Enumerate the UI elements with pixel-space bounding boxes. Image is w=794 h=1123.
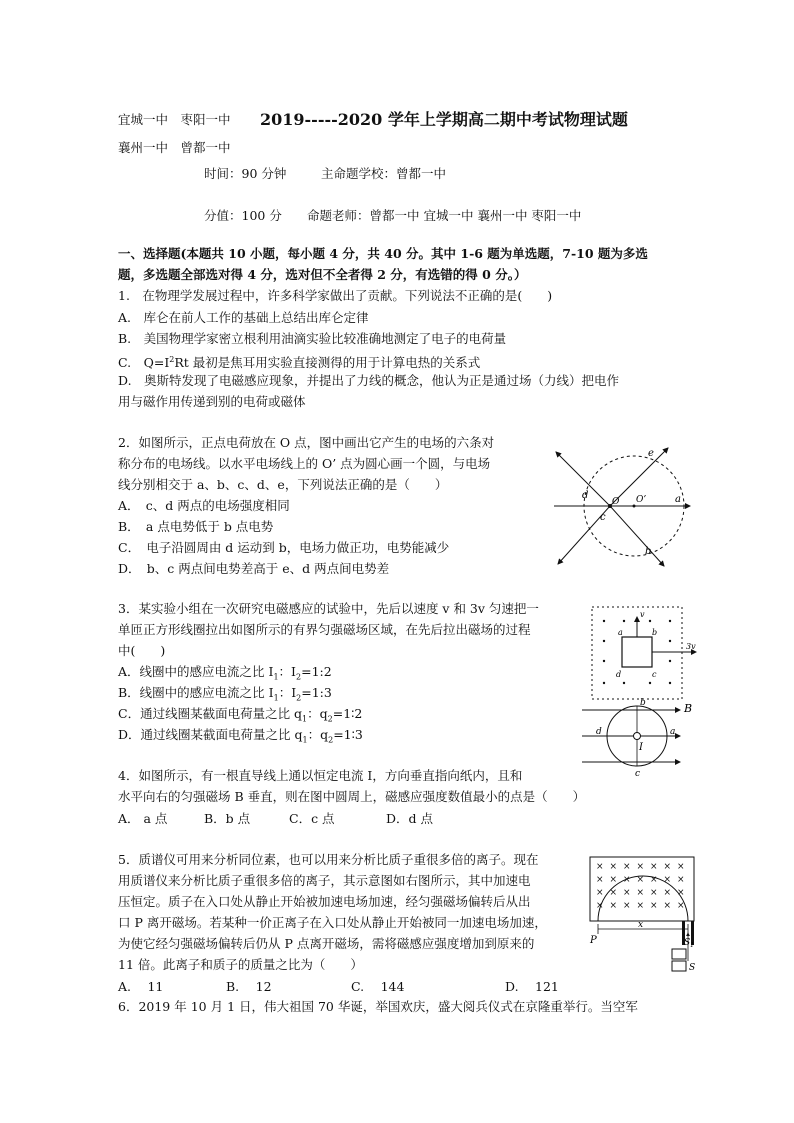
q4-label-c: c — [635, 769, 641, 778]
q3-option-c — [118, 705, 362, 729]
school-names-1: 宜城一中 枣阳一中 — [118, 112, 231, 127]
section-heading-2: 题，多选题全部选对得 4 分，选对但不全者得 2 分，有选错的得 0 分。） — [118, 267, 527, 282]
q5-stem-5: 为使它经匀强磁场偏转后仍从 P 点离开磁场，需将磁感应强度增加到原来的 — [118, 936, 535, 951]
q3-option-b — [118, 684, 332, 708]
q5-field-cross: × — [636, 862, 645, 872]
q5-field-cross: × — [609, 901, 618, 911]
q4-label-a: a — [670, 727, 676, 737]
q2-option-a: A． c、d 两点的电场强度相同 — [118, 498, 290, 513]
q1-c-sup: 2 — [169, 355, 175, 364]
q3-label-b: b — [652, 628, 658, 637]
q3-d-s2: 2 — [328, 735, 334, 745]
q2-label-o2: O’ — [636, 495, 647, 505]
q5-field-cross: × — [609, 888, 618, 898]
q2-label-d: d — [582, 490, 589, 501]
q3-coil-figure — [590, 605, 700, 705]
q3-b-post: =1:3 — [301, 685, 332, 700]
q3-b-mid: ：I — [278, 685, 297, 700]
q5-field-cross: × — [663, 888, 672, 898]
q3-stem-2: 单匝正方形线圈拉出如图所示的有界匀强磁场区域，在先后拉出磁场的过程 — [118, 622, 531, 637]
q5-label-S: S — [689, 963, 696, 973]
q5-field-cross: × — [650, 888, 658, 898]
q3-c-post: =1∶2 — [332, 706, 363, 721]
q5-field-cross: × — [609, 875, 618, 885]
section-heading-1: 一、选择题(本题共 10 小题，每小题 4 分，共 40 分。其中 1-6 题为单选题，7-10 题为多选 — [118, 246, 648, 261]
q1-option-b: B. 美国物理学家密立根利用油滴实验比较准确地测定了电子的电荷量 — [118, 331, 507, 346]
q1-c-post: Rt 最初是焦耳用实验直接测得的用于计算电热的关系式 — [174, 355, 481, 371]
q4-option-c: C．c 点 — [289, 811, 335, 826]
q5-field-cross: × — [596, 888, 604, 898]
q5-label-S1: $S_1$ — [684, 938, 694, 949]
q5-field-cross: × — [623, 888, 631, 898]
q1-stem: 1. 在物理学发展过程中，许多科学家做出了贡献。下列说法不正确的是( ) — [118, 288, 553, 303]
q4-wire-symbol — [634, 733, 641, 740]
q5-field-cross: × — [677, 901, 685, 911]
q5-source-box-2 — [672, 961, 686, 971]
q5-field-cross: × — [636, 888, 645, 898]
q5-field-cross: × — [677, 888, 685, 898]
q5-field-cross: × — [609, 862, 618, 872]
q4-wire-figure — [582, 698, 697, 778]
q5-field-cross: × — [650, 901, 658, 911]
q3-a-post: =1:2 — [301, 664, 332, 679]
q5-stem-1: 5．质谱仪可用来分析同位素，也可以用来分析比质子重很多倍的离子。现在 — [118, 852, 539, 867]
q2-label-o: O — [612, 497, 620, 507]
q5-label-P: P — [590, 935, 597, 946]
q4-label-B: B — [684, 702, 693, 715]
q2-label-c: c — [600, 512, 606, 523]
q2-label-b: b — [645, 546, 652, 557]
q2-option-c: C． 电子沿圆周由 d 运动到 b，电场力做正功，电势能减少 — [118, 540, 450, 555]
exam-teachers: 命题老师：曾都一中 宜城一中 襄州一中 枣阳一中 — [307, 208, 582, 223]
q5-field-cross: × — [623, 901, 631, 911]
q5-field-cross: × — [650, 862, 658, 872]
q6-stem-1: 6．2019 年 10 月 1 日，伟大祖国 70 华诞，举国欢庆，盛大阅兵仪式在京隆重举行。当空军 — [118, 999, 638, 1014]
q5-option-d: D. 121 — [505, 979, 559, 994]
q5-field-cross: × — [677, 862, 685, 872]
q1-option-d-1: D. 奥斯特发现了电磁感应现象，并提出了力线的概念，他认为正是通过场（力线）把电作 — [118, 373, 620, 388]
q5-option-b: B. 12 — [226, 979, 272, 994]
q3-c-s1: 1 — [302, 714, 308, 724]
q3-label-a: a — [618, 628, 623, 637]
q5-field-cross: × — [650, 875, 658, 885]
q3-d-pre: D．通过线圈某截面电荷量之比 q — [118, 727, 303, 742]
q4-option-d: D．d 点 — [386, 811, 433, 826]
q2-option-d: D． b、c 两点间电势差高于 e、d 两点间电势差 — [118, 561, 390, 576]
q3-label-c: c — [652, 670, 657, 679]
q5-source-box-1 — [672, 949, 686, 959]
q2-field-figure — [552, 442, 692, 572]
q5-option-c: C. 144 — [351, 979, 405, 994]
q4-label-d: d — [596, 727, 602, 737]
q3-c-mid: ：q — [307, 706, 328, 721]
q3-c-pre: C．通过线圈某截面电荷量之比 q — [118, 706, 303, 721]
q5-field-cross: × — [636, 875, 645, 885]
q5-stem-2: 用质谱仪来分析比质子重很多倍的离子，其示意图如右图所示，其中加速电 — [118, 873, 531, 888]
q3-label-3v: 3v — [686, 642, 696, 651]
q3-stem-3: 中( ) — [118, 643, 166, 658]
main-school: 主命题学校：曾都一中 — [321, 166, 447, 181]
q2-stem-3: 线分别相交于 a、b、c、d、e，下列说法正确的是（ ） — [118, 477, 448, 492]
q2-option-b: B． a 点电势低于 b 点电势 — [118, 519, 274, 534]
q3-option-d — [118, 726, 363, 750]
exam-score: 分值：100 分 — [204, 208, 282, 223]
q3-stem-1: 3．某实验小组在一次研究电磁感应的试验中，先后以速度 v 和 3v 匀速把一 — [118, 601, 539, 616]
q5-field-cross: × — [677, 875, 685, 885]
q3-label-v: v — [640, 610, 645, 619]
q1-option-a: A. 库仑在前人工作的基础上总结出库仑定律 — [118, 310, 369, 325]
q4-label-I: I — [639, 742, 643, 753]
q3-option-a — [118, 663, 332, 687]
q5-field-cross: × — [663, 862, 672, 872]
q3-b-s1: 1 — [273, 693, 279, 703]
q4-stem-1: 4．如图所示，有一根直导线上通以恒定电流 I，方向垂直指向纸内，且和 — [118, 768, 523, 783]
q2-field-line-downright — [610, 506, 664, 566]
school-names-2: 襄州一中 曾都一中 — [118, 140, 231, 155]
q3-c-s2: 2 — [327, 714, 333, 724]
q3-d-post: =1∶3 — [333, 727, 363, 742]
q3-square-coil — [622, 637, 652, 667]
q5-spectrometer-figure — [588, 855, 700, 981]
q5-field-cross: × — [636, 901, 645, 911]
q4-option-b: B．b 点 — [204, 811, 251, 826]
q3-b-s2: 2 — [296, 693, 302, 703]
q3-d-mid: ：q — [307, 727, 329, 742]
q3-a-pre: A．线圈中的感应电流之比 I — [118, 664, 274, 679]
q3-b-pre: B．线圈中的感应电流之比 I — [118, 685, 274, 700]
q2-stem-1: 2．如图所示，正点电荷放在 O 点，图中画出它产生的电场的六条对 — [118, 435, 495, 450]
q5-field-cross: × — [596, 862, 604, 872]
q3-a-s2: 2 — [296, 672, 302, 682]
q5-field-cross: × — [596, 901, 604, 911]
q4-stem-2: 水平向右的匀强磁场 B 垂直，则在图中圆周上，磁感应强度数值最小的点是（ ） — [118, 789, 586, 804]
q2-label-e: e — [648, 448, 654, 459]
q3-a-s1: 1 — [273, 672, 279, 682]
q5-field-cross: × — [623, 875, 631, 885]
q5-option-a: A. 11 — [118, 979, 164, 994]
q1-c-pre: C. Q=I — [118, 355, 170, 371]
q5-field-cross: × — [623, 862, 631, 872]
q3-label-d: d — [616, 670, 622, 679]
q2-stem-2: 称分布的电场线。以水平电场线上的 O’ 点为圆心画一个圆，与电场 — [118, 456, 491, 471]
q5-label-x: x — [638, 920, 644, 930]
q5-stem-4: 口 P 离开磁场。若某种一价正离子在入口处从静止开始被同一加速电场加速， — [118, 915, 547, 930]
q5-stem-3: 压恒定。质子在入口处从静止开始被加速电场加速，经匀强磁场偏转后从出 — [118, 894, 531, 909]
q5-field-cross: × — [596, 875, 604, 885]
q5-field-cross: × — [663, 875, 672, 885]
exam-time: 时间：90 分钟 — [204, 166, 287, 181]
q5-field-cross: × — [663, 901, 672, 911]
q1-option-c — [118, 351, 480, 372]
q4-option-a: A． a 点 — [118, 811, 168, 826]
q2-label-a: a — [675, 494, 681, 505]
q5-stem-6: 11 倍。此离子和质子的质量之比为（ ） — [118, 957, 363, 972]
page-title: 2019-----2020 学年上学期高二期中考试物理试题 — [260, 110, 628, 129]
q3-d-s1: 1 — [302, 735, 308, 745]
q1-option-d-2: 用与磁作用传递到别的电荷或磁体 — [118, 394, 306, 409]
q3-a-mid: ：I — [278, 664, 296, 679]
q4-label-b: b — [640, 698, 646, 708]
